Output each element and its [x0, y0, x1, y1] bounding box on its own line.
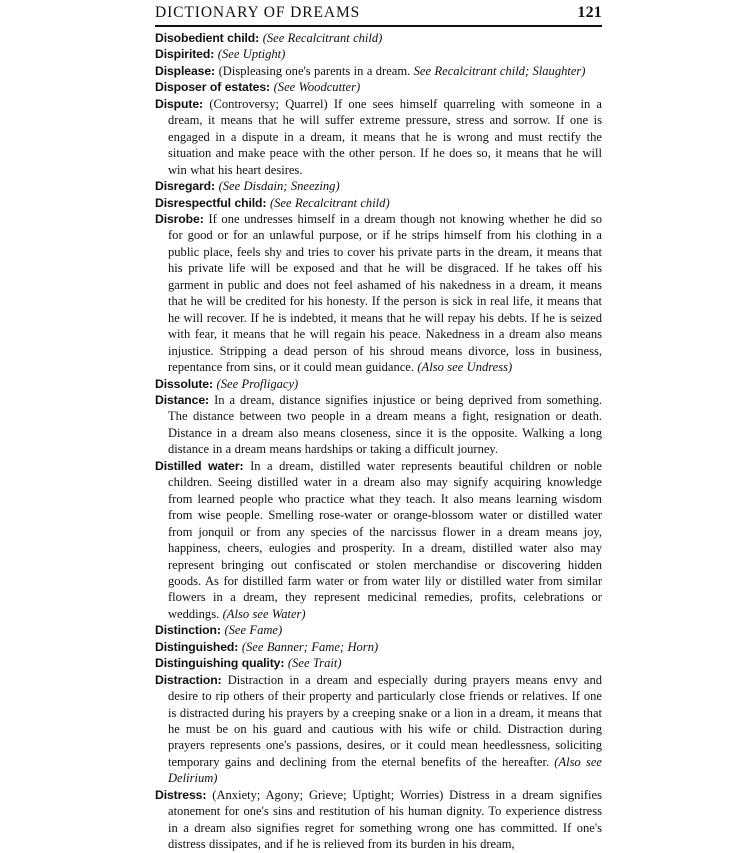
entry-cross-reference: See Recalcitrant child; Slaughter) [413, 63, 586, 78]
entry-headword: Disrobe [155, 211, 200, 226]
entry-colon: : [199, 211, 209, 226]
entry-colon: : [234, 639, 242, 654]
header-rule [155, 25, 602, 27]
dictionary-entry [155, 787, 602, 853]
entry-cross-reference: (Also see Undress) [417, 360, 513, 375]
entry-cross-reference: (See Recalcitrant child) [262, 31, 383, 45]
entry-colon: : [210, 47, 218, 62]
entry-colon: : [239, 458, 251, 473]
entry-colon: : [208, 376, 217, 391]
entry-headword: Dispirited [155, 47, 211, 62]
entry-body: In a dream, distilled water represents beautiful children or noble children. Seeing distilled water in a dream also may signify acquiring knowledge from learned people who practice what they teach. It also means learning wisdom from wise people. Smelling rose-water or orange-blossom water or distilled water from jonquil or from any species of the narcissus flower in a dream means joy, happiness, cheers, eulogies and prosperity. In a dream, distilled water also may represent bringing out confiscated or stolen merchandise or discovering hidden goods. As for distilled farm water or from water lily or distilled water from similar flowers in a dream, they represent medicinal remedies, profits, celebrations or weddings. [168, 458, 602, 621]
entry-headword: Disregard [155, 179, 211, 194]
entry-cross-reference: (See Trait) [287, 656, 342, 671]
dictionary-entry [155, 79, 602, 95]
entry-colon: : [262, 195, 270, 210]
entry-cross-reference: (See Uptight) [217, 47, 286, 62]
entry-colon: : [280, 656, 288, 671]
dictionary-entry [155, 63, 602, 79]
page-number: 121 [577, 4, 602, 21]
entry-headword: Distinction [155, 623, 217, 638]
entry-headword: Distilled water [155, 458, 240, 473]
entry-colon: : [205, 392, 215, 407]
entry-headword: Displease [155, 63, 212, 78]
entry-headword: Distinguishing quality [155, 656, 281, 671]
entry-body: (Displeasing one's parents in a dream. [218, 63, 414, 78]
entry-headword: Distance [155, 392, 206, 407]
entry-cross-reference: (See Recalcitrant child) [269, 195, 390, 210]
entry-cross-reference: (Also see Water) [222, 606, 306, 621]
entry-body: Distraction in a dream and especially during prayers means envy and desire to rip others of their property and particularly close friends or relatives. If one is distracted during his prayers by a creeping snake or a lion in a dream, it means that he must be on his guard and cautious with his wife or child. Distraction during prayers represents one's passions, desires, or it could mean heedlessness, soliciting temporary gains and declining from the eternal benefits of the hereafter. [168, 672, 602, 769]
entry-cross-reference: (See Woodcutter) [273, 80, 361, 95]
entry-body: In a dream, distance signifies injustice or being deprived from something. The distance between two people in a dream means a fight, resignation or death. Distance in a dream also means closeness, since it is the opposite. Walking a long distance in a dream means hardships or taking a difficult journey. [168, 392, 602, 457]
entry-colon: : [216, 623, 225, 638]
dictionary-entry [155, 639, 602, 655]
entry-colon: : [266, 80, 274, 95]
dictionary-entry [155, 458, 602, 623]
dictionary-entry [155, 30, 602, 46]
entry-cross-reference: (Also see Delirium) [168, 754, 602, 786]
entry-cross-reference: (See Fame) [224, 623, 283, 638]
entry-headword: Dissolute [155, 376, 209, 391]
dictionary-entry [155, 655, 602, 671]
entry-headword: Distinguished [155, 639, 235, 654]
entry-body: (Anxiety; Agony; Grieve; Uptight; Worries) Distress in a dream signifies atonement for one's sins and restitution of his human dignity. To experience distress in a dream also signifies regret for something wrong one has committed. If one's distress dissipates, and if he is relieved from its burden in his dream, [168, 787, 602, 852]
dictionary-entry [155, 392, 602, 458]
running-head [155, 4, 602, 22]
entry-body: (Controversy; Quarrel) If one sees himself quarreling with someone in a dream, it means that he will suffer extreme pressure, stress and sorrow. If one is engaged in a dispute in a dream, it means that he is wrong and must rectify the situation and make peace with the other person. If he does so, it means that he will win what his heart desires. [168, 96, 602, 177]
entry-cross-reference: (See Disdain; Sneezing) [218, 179, 340, 194]
entry-headword: Disrespectful child [155, 195, 263, 210]
dictionary-entry [155, 46, 602, 62]
entry-colon: : [199, 96, 210, 111]
dictionary-entry [155, 96, 602, 178]
entry-colon: : [202, 787, 213, 802]
dictionary-entry [155, 178, 602, 194]
entry-headword: Dispute [155, 96, 199, 111]
dictionary-entry [155, 376, 602, 392]
dictionary-entry [155, 211, 602, 376]
entry-headword: Disposer of estates [155, 80, 267, 95]
entry-list [155, 30, 602, 853]
entry-headword: Distress [155, 787, 203, 802]
running-head-title: DICTIONARY OF DREAMS [155, 4, 361, 21]
entry-headword: Disobedient child [155, 31, 256, 45]
entry-colon: : [211, 63, 219, 78]
entry-cross-reference: (See Banner; Fame; Horn) [241, 639, 379, 654]
dictionary-entry [155, 195, 602, 211]
entry-colon: : [211, 179, 219, 194]
dictionary-entry [155, 672, 602, 787]
entry-cross-reference: (See Profligacy) [216, 376, 299, 391]
dictionary-entry [155, 622, 602, 638]
entry-body: If one undresses himself in a dream though not knowing whether he did so for good or for an unlawful purpose, or if he strips himself from his clothing in a public place, feels shy and tries to cover his private parts in the dream, it means that his private life will be exposed and that he will be disgraced. If he takes off his garment in public and does not feel ashamed of his nakedness in a dream, it means that he will be credited for his honesty. If the person is sick in real life, it means that he will recover. If he is indebted, it means that he will repay his debts. If he is seized with fear, it means that he will regain his peace. Nakedness in a dream also means injustice. Stripping a dead person of his shroud means divorce, loss in business, repentance from sins, or it could mean guidance. [168, 211, 602, 375]
entry-headword: Distraction [155, 672, 218, 687]
entry-colon: : [217, 672, 228, 687]
entry-colon: : [255, 31, 263, 45]
